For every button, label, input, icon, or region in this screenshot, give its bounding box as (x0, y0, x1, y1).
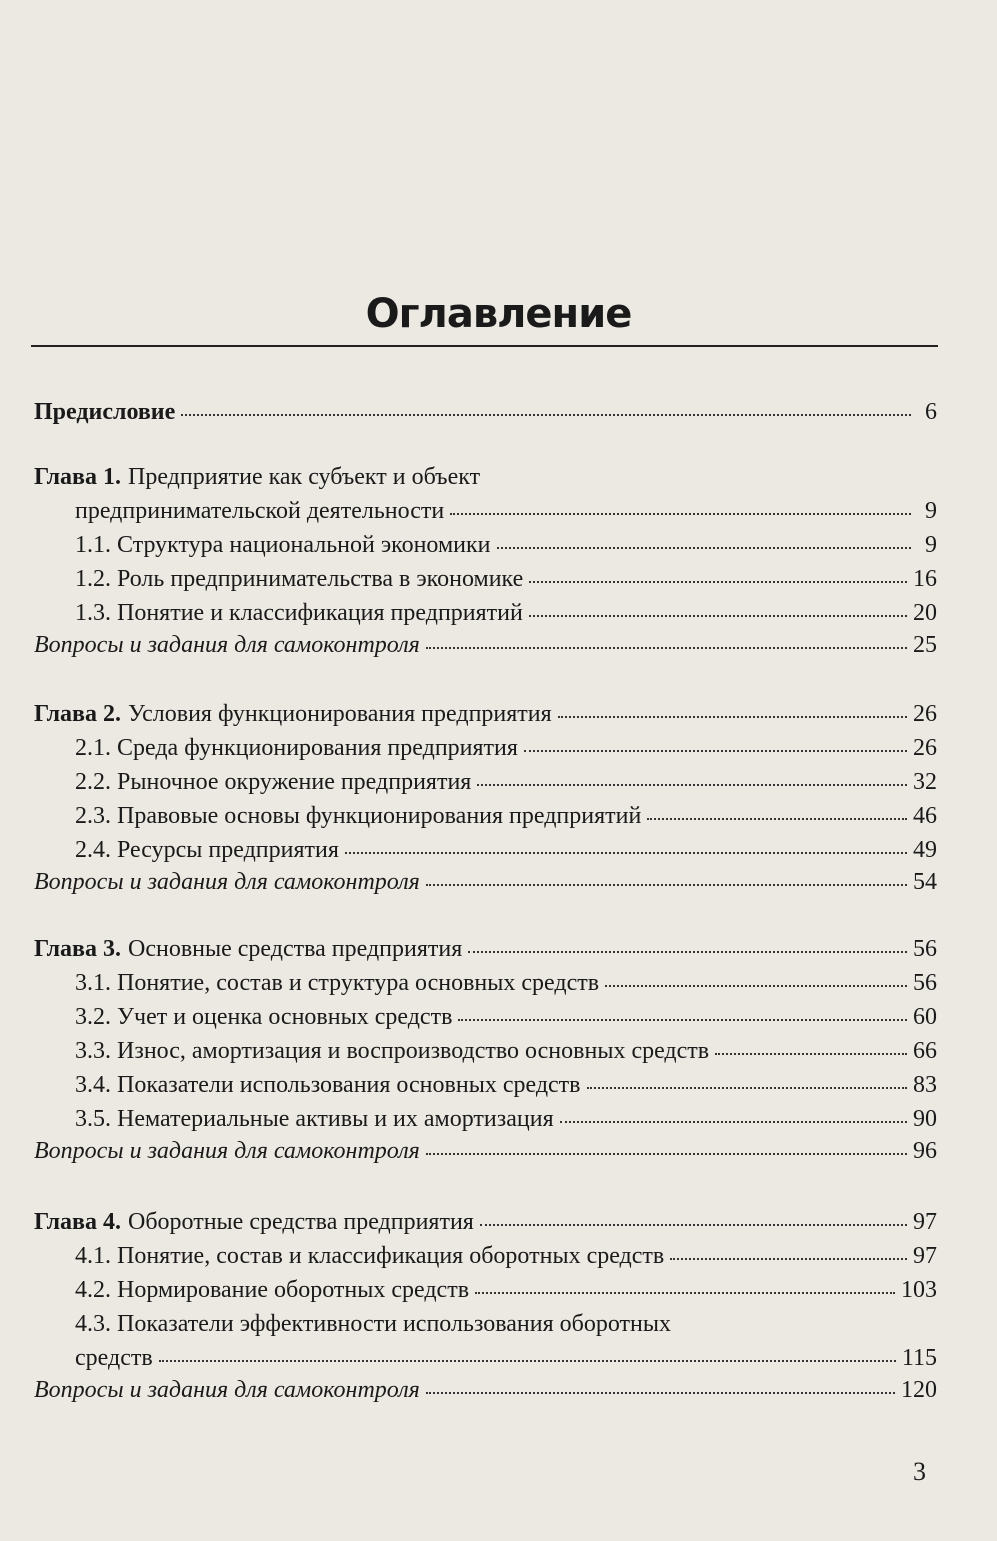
toc-page-number: 96 (913, 1138, 937, 1164)
toc-page-number: 103 (901, 1277, 937, 1303)
toc-entry-text: 1.2. Роль предпринимательства в экономике (75, 566, 524, 592)
toc-entry-text: 3.5. Нематериальные активы и их амортизация (75, 1106, 554, 1132)
toc-chapter-1[interactable] (34, 460, 937, 494)
toc-chapter-2[interactable] (34, 697, 937, 731)
toc-self-control-questions[interactable] (34, 865, 937, 899)
dot-leader (345, 848, 907, 854)
toc-entry-text: 2.4. Ресурсы предприятия (75, 837, 339, 863)
dot-leader (587, 1083, 908, 1089)
toc-page-number: 9 (925, 532, 937, 558)
toc-entry-text: Вопросы и задания для самоконтроля (34, 1138, 420, 1164)
toc-entry-text: Вопросы и задания для самоконтроля (34, 632, 420, 658)
toc-entry-text: 3.4. Показатели использования основных средств (75, 1072, 581, 1098)
toc-section[interactable] (75, 596, 937, 630)
toc-section[interactable] (75, 765, 937, 799)
toc-entry-text: 3.1. Понятие, состав и структура основных средств (75, 970, 600, 996)
chapter-label: Глава 3. (34, 936, 121, 962)
toc-self-control-questions[interactable] (34, 628, 937, 662)
toc-section[interactable] (75, 966, 937, 1000)
toc-entry-text: Вопросы и задания для самоконтроля (34, 869, 420, 895)
chapter-label: Глава 2. (34, 701, 121, 727)
toc-entry-text: предпринимательской деятельности (75, 498, 445, 524)
toc-page-number: 56 (913, 936, 937, 962)
dot-leader (477, 780, 907, 786)
toc-entry-text: 1.1. Структура национальной экономики (75, 532, 491, 558)
toc-section[interactable] (75, 731, 937, 765)
toc-entry-text: Условия функционирования предприятия (128, 701, 552, 727)
toc-entry-text: 4.1. Понятие, состав и классификация оборотных средств (75, 1243, 665, 1269)
toc-page-number: 97 (913, 1209, 937, 1235)
toc-section[interactable] (75, 528, 937, 562)
toc-page-number: 120 (901, 1377, 937, 1403)
toc-entry-text: Оборотные средства предприятия (128, 1209, 474, 1235)
dot-leader (529, 611, 907, 617)
dot-leader (715, 1049, 907, 1055)
dot-leader (605, 981, 907, 987)
title-rule (31, 345, 938, 347)
dot-leader (426, 1388, 895, 1394)
toc-page-number: 97 (913, 1243, 937, 1269)
page-number: 3 (913, 1457, 926, 1486)
toc-chapter-1-continued[interactable] (75, 494, 937, 528)
toc-entry-text: 2.2. Рыночное окружение предприятия (75, 769, 472, 795)
toc-self-control-questions[interactable] (34, 1134, 937, 1168)
dot-leader (480, 1220, 907, 1226)
dot-leader (426, 1149, 907, 1155)
dot-leader (458, 1015, 907, 1021)
toc-section[interactable] (75, 799, 937, 833)
toc-section[interactable] (75, 1102, 937, 1136)
toc-section[interactable] (75, 1273, 937, 1307)
dot-leader (475, 1288, 895, 1294)
dot-leader (497, 543, 912, 549)
toc-section[interactable] (75, 1239, 937, 1273)
toc-entry-text: Вопросы и задания для самоконтроля (34, 1377, 420, 1403)
toc-page-number: 60 (913, 1004, 937, 1030)
toc-page-number: 54 (913, 869, 937, 895)
dot-leader (558, 712, 907, 718)
dot-leader (468, 947, 907, 953)
toc-entry-text: Предисловие (34, 399, 176, 425)
toc-entry-text: 2.1. Среда функционирования предприятия (75, 735, 518, 761)
chapter-label: Глава 4. (34, 1209, 121, 1235)
toc-page-number: 26 (913, 735, 937, 761)
toc-entry-text: 3.3. Износ, амортизация и воспроизводство основных средств (75, 1038, 710, 1064)
toc-page-number: 46 (913, 803, 937, 829)
toc-self-control-questions[interactable] (34, 1373, 937, 1407)
toc-page-number: 32 (913, 769, 937, 795)
dot-leader (560, 1117, 907, 1123)
toc-entry-text: 1.3. Понятие и классификация предприятий (75, 600, 523, 626)
chapter-label: Глава 1. (34, 464, 121, 490)
dot-leader (450, 509, 911, 515)
toc-page-number: 83 (913, 1072, 937, 1098)
toc-page-number: 115 (901, 1345, 937, 1371)
toc-entry-text: 4.3. Показатели эффективности использования оборотных (75, 1311, 671, 1337)
dot-leader (529, 577, 907, 583)
toc-entry-preface[interactable] (34, 395, 937, 429)
toc-page-number: 66 (913, 1038, 937, 1064)
toc-section[interactable] (75, 1034, 937, 1068)
toc-entry-text: средств (75, 1345, 153, 1371)
toc-entry-text: Основные средства предприятия (128, 936, 463, 962)
toc-entry-text: Предприятие как субъект и объект (128, 464, 481, 490)
toc-page-number: 25 (913, 632, 937, 658)
toc-section[interactable] (75, 833, 937, 867)
toc-entry-text: 3.2. Учет и оценка основных средств (75, 1004, 453, 1030)
toc-chapter-4[interactable] (34, 1205, 937, 1239)
toc-section[interactable] (75, 1000, 937, 1034)
toc-section-continued[interactable] (75, 1341, 937, 1375)
dot-leader (181, 410, 911, 416)
toc-section[interactable] (75, 1307, 937, 1341)
toc-page-number: 6 (925, 399, 937, 425)
toc-section[interactable] (75, 1068, 937, 1102)
dot-leader (524, 746, 907, 752)
toc-entry-text: 2.3. Правовые основы функционирования предприятий (75, 803, 642, 829)
toc-page-number: 9 (925, 498, 937, 524)
dot-leader (670, 1254, 907, 1260)
toc-chapter-3[interactable] (34, 932, 937, 966)
toc-section[interactable] (75, 562, 937, 596)
toc-page-number: 49 (913, 837, 937, 863)
dot-leader (647, 814, 907, 820)
toc-page-number: 26 (913, 701, 937, 727)
dot-leader (426, 880, 907, 886)
page-title: Оглавление (365, 291, 632, 337)
toc-page-number: 56 (913, 970, 937, 996)
dot-leader (426, 643, 907, 649)
dot-leader (159, 1356, 896, 1362)
toc-page-number: 16 (913, 566, 937, 592)
toc-page-number: 20 (913, 600, 937, 626)
toc-entry-text: 4.2. Нормирование оборотных средств (75, 1277, 470, 1303)
toc-page-number: 90 (913, 1106, 937, 1132)
